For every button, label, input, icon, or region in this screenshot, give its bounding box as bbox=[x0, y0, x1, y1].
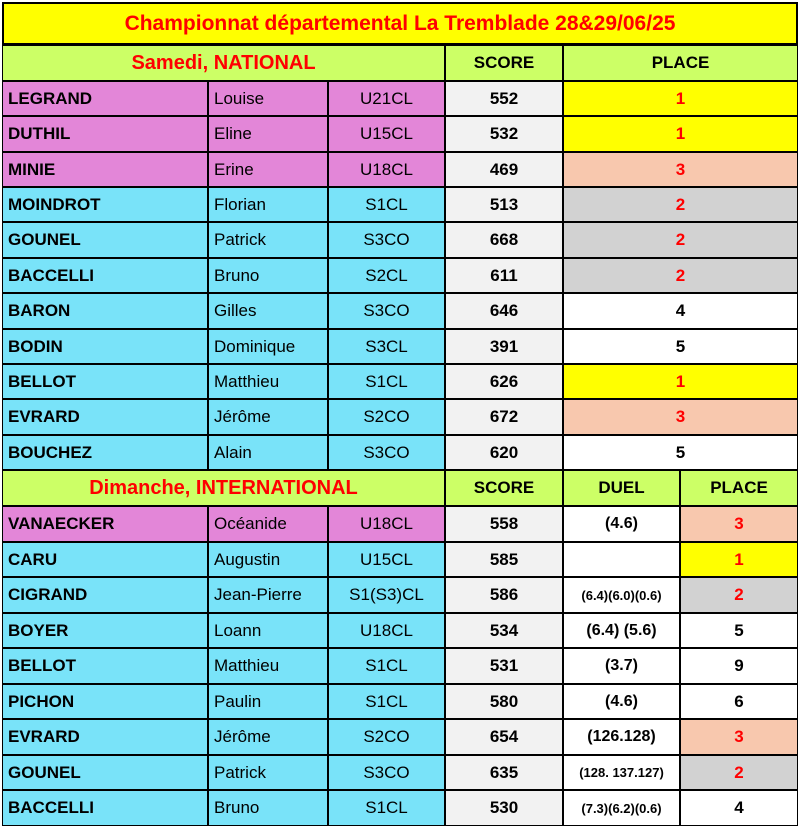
athlete-score: 469 bbox=[445, 152, 563, 187]
athlete-category: S1CL bbox=[328, 648, 445, 684]
athlete-score: 534 bbox=[445, 613, 563, 648]
athlete-place: 5 bbox=[563, 329, 798, 364]
athlete-duel: (4.6) bbox=[563, 684, 680, 719]
athlete-score: 558 bbox=[445, 506, 563, 542]
column-header-score: SCORE bbox=[445, 470, 563, 506]
athlete-place: 9 bbox=[680, 648, 798, 684]
athlete-first-name: Océanide bbox=[208, 506, 328, 542]
athlete-score: 586 bbox=[445, 577, 563, 613]
athlete-first-name: Matthieu bbox=[208, 648, 328, 684]
column-header-place: PLACE bbox=[680, 470, 798, 506]
athlete-duel: (6.4) (5.6) bbox=[563, 613, 680, 648]
athlete-last-name: GOUNEL bbox=[2, 755, 208, 790]
athlete-score: 580 bbox=[445, 684, 563, 719]
athlete-first-name: Patrick bbox=[208, 222, 328, 258]
athlete-duel: (126.128) bbox=[563, 719, 680, 755]
athlete-category: U18CL bbox=[328, 613, 445, 648]
athlete-score: 626 bbox=[445, 364, 563, 399]
athlete-first-name: Patrick bbox=[208, 755, 328, 790]
athlete-duel: (6.4)(6.0)(0.6) bbox=[563, 577, 680, 613]
athlete-place: 3 bbox=[563, 399, 798, 435]
athlete-duel: (128. 137.127) bbox=[563, 755, 680, 790]
athlete-first-name: Jérôme bbox=[208, 719, 328, 755]
athlete-last-name: BOYER bbox=[2, 613, 208, 648]
athlete-last-name: MOINDROT bbox=[2, 187, 208, 222]
athlete-first-name: Paulin bbox=[208, 684, 328, 719]
athlete-first-name: Gilles bbox=[208, 293, 328, 329]
athlete-category: S1CL bbox=[328, 684, 445, 719]
athlete-score: 513 bbox=[445, 187, 563, 222]
athlete-place: 2 bbox=[563, 258, 798, 293]
athlete-last-name: CARU bbox=[2, 542, 208, 577]
athlete-score: 654 bbox=[445, 719, 563, 755]
athlete-last-name: BODIN bbox=[2, 329, 208, 364]
athlete-place: 5 bbox=[680, 613, 798, 648]
athlete-last-name: BACCELLI bbox=[2, 258, 208, 293]
page-title: Championnat départemental La Tremblade 28&29/06/25 bbox=[2, 2, 798, 45]
athlete-score: 668 bbox=[445, 222, 563, 258]
athlete-last-name: BELLOT bbox=[2, 364, 208, 399]
athlete-first-name: Erine bbox=[208, 152, 328, 187]
athlete-place: 4 bbox=[563, 293, 798, 329]
athlete-place: 3 bbox=[680, 506, 798, 542]
athlete-place: 5 bbox=[563, 435, 798, 470]
athlete-first-name: Louise bbox=[208, 81, 328, 116]
athlete-score: 552 bbox=[445, 81, 563, 116]
athlete-last-name: BOUCHEZ bbox=[2, 435, 208, 470]
athlete-score: 391 bbox=[445, 329, 563, 364]
athlete-duel: (3.7) bbox=[563, 648, 680, 684]
athlete-place: 4 bbox=[680, 790, 798, 826]
athlete-last-name: BACCELLI bbox=[2, 790, 208, 826]
athlete-score: 635 bbox=[445, 755, 563, 790]
athlete-place: 3 bbox=[563, 152, 798, 187]
athlete-score: 530 bbox=[445, 790, 563, 826]
athlete-score: 532 bbox=[445, 116, 563, 152]
athlete-place: 2 bbox=[563, 187, 798, 222]
athlete-duel: (4.6) bbox=[563, 506, 680, 542]
athlete-first-name: Eline bbox=[208, 116, 328, 152]
athlete-place: 6 bbox=[680, 684, 798, 719]
athlete-last-name: EVRARD bbox=[2, 719, 208, 755]
athlete-last-name: LEGRAND bbox=[2, 81, 208, 116]
athlete-category: S3CO bbox=[328, 293, 445, 329]
athlete-last-name: DUTHIL bbox=[2, 116, 208, 152]
athlete-place: 1 bbox=[680, 542, 798, 577]
section-title-saturday: Samedi, NATIONAL bbox=[2, 45, 445, 81]
column-header-place: PLACE bbox=[563, 45, 798, 81]
athlete-first-name: Matthieu bbox=[208, 364, 328, 399]
athlete-category: U15CL bbox=[328, 116, 445, 152]
athlete-score: 646 bbox=[445, 293, 563, 329]
athlete-first-name: Jérôme bbox=[208, 399, 328, 435]
athlete-category: S3CO bbox=[328, 435, 445, 470]
athlete-category: S2CO bbox=[328, 399, 445, 435]
athlete-place: 2 bbox=[680, 577, 798, 613]
athlete-category: S3CO bbox=[328, 222, 445, 258]
athlete-last-name: EVRARD bbox=[2, 399, 208, 435]
athlete-place: 2 bbox=[563, 222, 798, 258]
athlete-category: U18CL bbox=[328, 152, 445, 187]
athlete-place: 2 bbox=[680, 755, 798, 790]
athlete-last-name: GOUNEL bbox=[2, 222, 208, 258]
athlete-first-name: Dominique bbox=[208, 329, 328, 364]
athlete-place: 1 bbox=[563, 81, 798, 116]
athlete-first-name: Loann bbox=[208, 613, 328, 648]
athlete-first-name: Jean-Pierre bbox=[208, 577, 328, 613]
athlete-category: U21CL bbox=[328, 81, 445, 116]
athlete-category: U15CL bbox=[328, 542, 445, 577]
athlete-last-name: BARON bbox=[2, 293, 208, 329]
athlete-last-name: CIGRAND bbox=[2, 577, 208, 613]
athlete-last-name: VANAECKER bbox=[2, 506, 208, 542]
athlete-duel bbox=[563, 542, 680, 577]
athlete-category: S1CL bbox=[328, 187, 445, 222]
athlete-place: 3 bbox=[680, 719, 798, 755]
athlete-score: 531 bbox=[445, 648, 563, 684]
athlete-place: 1 bbox=[563, 364, 798, 399]
athlete-duel: (7.3)(6.2)(0.6) bbox=[563, 790, 680, 826]
athlete-score: 585 bbox=[445, 542, 563, 577]
column-header-score: SCORE bbox=[445, 45, 563, 81]
athlete-category: S2CL bbox=[328, 258, 445, 293]
athlete-category: S1(S3)CL bbox=[328, 577, 445, 613]
athlete-score: 611 bbox=[445, 258, 563, 293]
athlete-first-name: Florian bbox=[208, 187, 328, 222]
athlete-first-name: Bruno bbox=[208, 790, 328, 826]
athlete-category: U18CL bbox=[328, 506, 445, 542]
athlete-last-name: BELLOT bbox=[2, 648, 208, 684]
athlete-score: 620 bbox=[445, 435, 563, 470]
athlete-last-name: MINIE bbox=[2, 152, 208, 187]
athlete-category: S3CL bbox=[328, 329, 445, 364]
athlete-score: 672 bbox=[445, 399, 563, 435]
athlete-place: 1 bbox=[563, 116, 798, 152]
section-title-sunday: Dimanche, INTERNATIONAL bbox=[2, 470, 445, 506]
athlete-first-name: Augustin bbox=[208, 542, 328, 577]
column-header-duel: DUEL bbox=[563, 470, 680, 506]
athlete-category: S1CL bbox=[328, 790, 445, 826]
athlete-last-name: PICHON bbox=[2, 684, 208, 719]
athlete-category: S3CO bbox=[328, 755, 445, 790]
athlete-category: S2CO bbox=[328, 719, 445, 755]
athlete-first-name: Alain bbox=[208, 435, 328, 470]
athlete-first-name: Bruno bbox=[208, 258, 328, 293]
athlete-category: S1CL bbox=[328, 364, 445, 399]
